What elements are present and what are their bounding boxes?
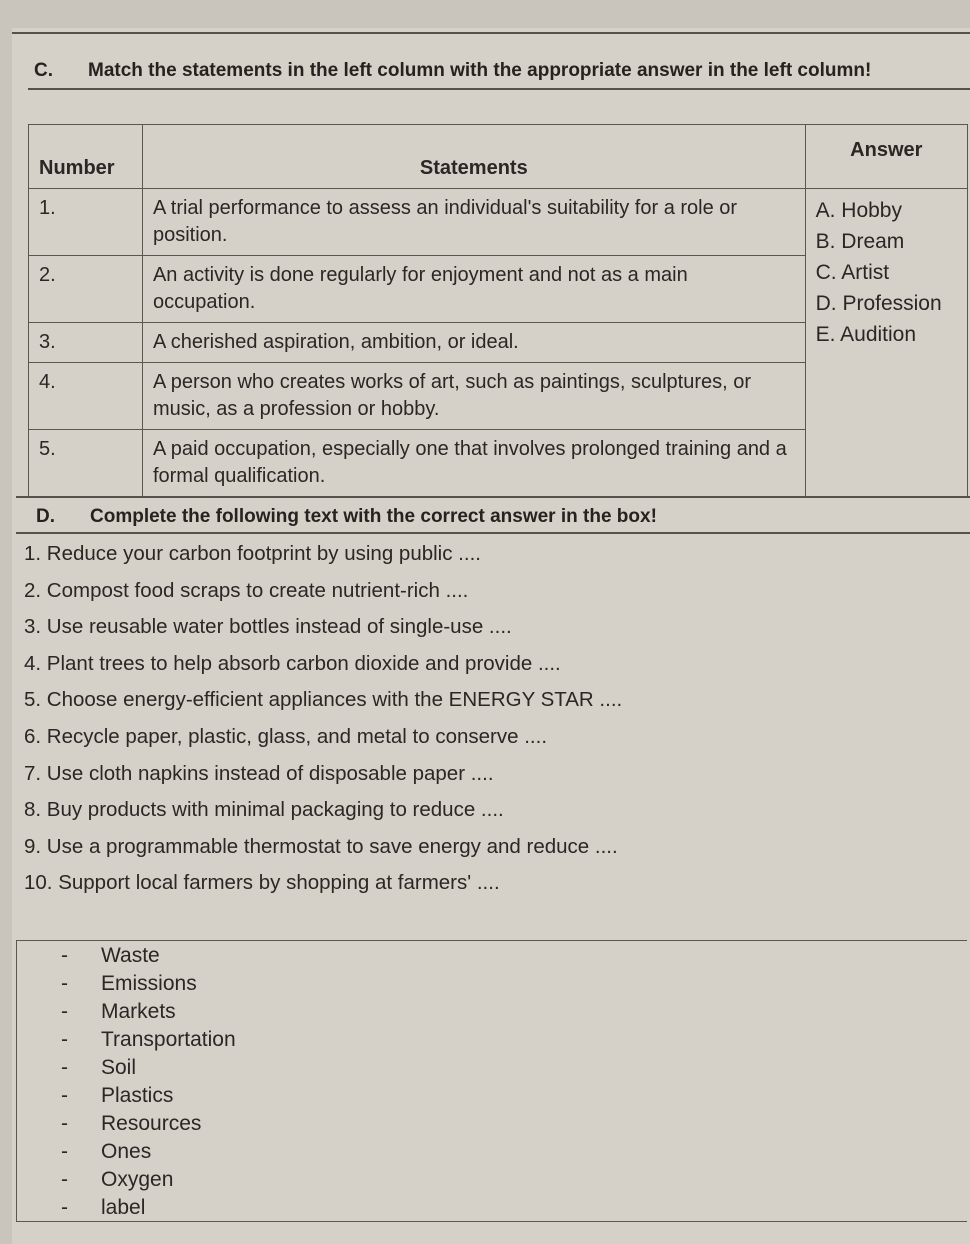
answer-option: A. Hobby <box>815 199 902 222</box>
word-item: - Soil <box>61 1056 137 1079</box>
list-item: 6. Recycle paper, plastic, glass, and metal to conserve .... <box>24 724 548 748</box>
table-header-row <box>29 125 968 189</box>
answer-option: E. Audition <box>815 323 917 346</box>
section-d-title <box>36 506 657 528</box>
word-item: - Emissions <box>61 972 197 995</box>
sentence-list <box>24 538 622 904</box>
matching-table <box>28 124 968 497</box>
list-item: 8. Buy products with minimal packaging to reduce .... <box>24 798 504 822</box>
header-number: Number <box>29 125 143 189</box>
top-border <box>12 32 970 34</box>
header-answer: Answer <box>805 125 967 189</box>
list-item: 10. Support local farmers by shopping at farmers' .... <box>24 871 500 895</box>
word-item: - Waste <box>61 944 160 967</box>
word-item: - Resources <box>61 1112 202 1135</box>
row-number: 3. <box>29 323 143 363</box>
row-number: 2. <box>29 256 143 323</box>
answer-option: B. Dream <box>815 230 905 253</box>
row-number: 4. <box>29 363 143 430</box>
word-item: - Plastics <box>61 1084 174 1107</box>
list-item: 2. Compost food scraps to create nutrient-rich .... <box>24 578 469 602</box>
row-number: 5. <box>29 430 143 497</box>
word-item: - Markets <box>61 1000 176 1023</box>
row-statement: A trial performance to assess an individual's suitability for a role or position. <box>142 189 805 256</box>
word-box <box>16 940 967 1222</box>
answer-option: D. Profession <box>815 292 942 315</box>
section-c-instruction: Match the statements in the left column with the appropriate answer in the left column! <box>88 60 872 81</box>
list-item: 7. Use cloth napkins instead of disposable paper .... <box>24 761 494 785</box>
row-statement: A paid occupation, especially one that involves prolonged training and a formal qualification. <box>142 430 805 497</box>
section-c-letter: C. <box>34 60 53 81</box>
list-item: 4. Plant trees to help absorb carbon dioxide and provide .... <box>24 651 561 675</box>
worksheet-page <box>12 28 970 1244</box>
list-item: 9. Use a programmable thermostat to save energy and reduce .... <box>24 834 618 858</box>
section-c-title <box>34 60 871 82</box>
word-item: - Oxygen <box>61 1168 174 1191</box>
section-d-topline <box>16 496 970 498</box>
section-c-underline <box>28 88 970 90</box>
section-d-instruction: Complete the following text with the correct answer in the box! <box>90 506 657 527</box>
list-item: 1. Reduce your carbon footprint by using public .... <box>24 542 481 565</box>
word-item: - Transportation <box>61 1028 236 1051</box>
header-statements: Statements <box>142 125 805 189</box>
row-number: 1. <box>29 189 143 256</box>
word-item: - label <box>61 1196 146 1219</box>
table-row <box>29 189 968 256</box>
word-item: - Ones <box>61 1140 152 1163</box>
row-statement: A cherished aspiration, ambition, or ideal. <box>142 323 805 363</box>
list-item: 3. Use reusable water bottles instead of single-use .... <box>24 615 512 639</box>
list-item: 5. Choose energy-efficient appliances with the ENERGY STAR .... <box>24 688 623 712</box>
section-d-underline <box>16 532 970 534</box>
section-d-letter: D. <box>36 506 55 527</box>
row-statement: An activity is done regularly for enjoyment and not as a main occupation. <box>142 256 805 323</box>
row-statement: A person who creates works of art, such as paintings, sculptures, or music, as a profession or hobby. <box>142 363 805 430</box>
answer-option: C. Artist <box>815 261 890 284</box>
answer-options <box>805 189 967 497</box>
